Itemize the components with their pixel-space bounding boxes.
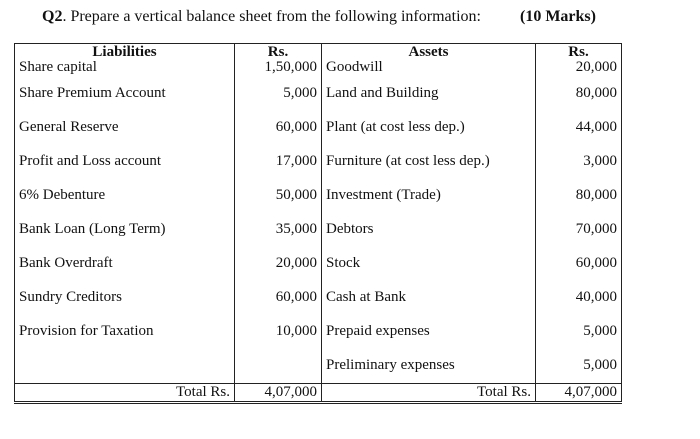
table-row [15,144,622,178]
liability-name: Share Premium Account [15,76,235,110]
liability-amount: 5,000 [235,76,322,110]
table-row [15,281,622,315]
asset-name: Debtors [322,212,536,246]
liab-total-label: Total Rs. [15,384,235,403]
table-row [15,178,622,212]
asset-name: Plant (at cost less dep.) [322,110,536,144]
liability-amount [235,349,322,384]
liability-name [15,349,235,384]
liability-amount: 60,000 [235,281,322,315]
asset-amount: 44,000 [536,110,622,144]
asset-amount: 80,000 [536,178,622,212]
liability-amount: 17,000 [235,144,322,178]
asset-name: Furniture (at cost less dep.) [322,144,536,178]
asset-amount: 70,000 [536,212,622,246]
liab-total-amount: 4,07,000 [235,384,322,403]
liability-name: General Reserve [15,110,235,144]
header-row [15,44,622,60]
asset-amount: 40,000 [536,281,622,315]
table-row [15,59,622,76]
asset-name: Land and Building [322,76,536,110]
totals-row [15,384,622,403]
table-row [15,247,622,281]
liability-name: Bank Overdraft [15,247,235,281]
liability-amount: 10,000 [235,315,322,349]
balance-sheet-table [14,43,622,404]
liability-name: Provision for Taxation [15,315,235,349]
liability-name: Sundry Creditors [15,281,235,315]
asset-name: Preliminary expenses [322,349,536,384]
header-liab-amount: Rs. [235,44,322,60]
asset-total-amount: 4,07,000 [536,384,622,403]
table-row [15,212,622,246]
marks-label: (10 Marks) [520,8,596,25]
asset-amount: 5,000 [536,315,622,349]
asset-name: Investment (Trade) [322,178,536,212]
liability-amount: 50,000 [235,178,322,212]
header-liabilities: Liabilities [15,44,235,60]
liability-amount: 20,000 [235,247,322,281]
liability-amount: 60,000 [235,110,322,144]
header-assets: Assets [322,44,536,60]
asset-amount: 60,000 [536,247,622,281]
liability-name: 6% Debenture [15,178,235,212]
question-text: . Prepare a vertical balance sheet from the following information: [62,8,481,25]
asset-amount: 20,000 [536,59,622,76]
liability-name: Share capital [15,59,235,76]
liability-name: Profit and Loss account [15,144,235,178]
question-number: Q2 [42,8,63,25]
asset-name: Prepaid expenses [322,315,536,349]
asset-amount: 5,000 [536,349,622,384]
header-asset-amount: Rs. [536,44,622,60]
asset-amount: 80,000 [536,76,622,110]
asset-amount: 3,000 [536,144,622,178]
table-row [15,110,622,144]
table-row [15,349,622,384]
asset-total-label: Total Rs. [322,384,536,403]
table-row [15,315,622,349]
asset-name: Stock [322,247,536,281]
table-row [15,76,622,110]
liability-amount: 1,50,000 [235,59,322,76]
liability-amount: 35,000 [235,212,322,246]
question-heading [42,8,481,26]
asset-name: Goodwill [322,59,536,76]
asset-name: Cash at Bank [322,281,536,315]
liability-name: Bank Loan (Long Term) [15,212,235,246]
